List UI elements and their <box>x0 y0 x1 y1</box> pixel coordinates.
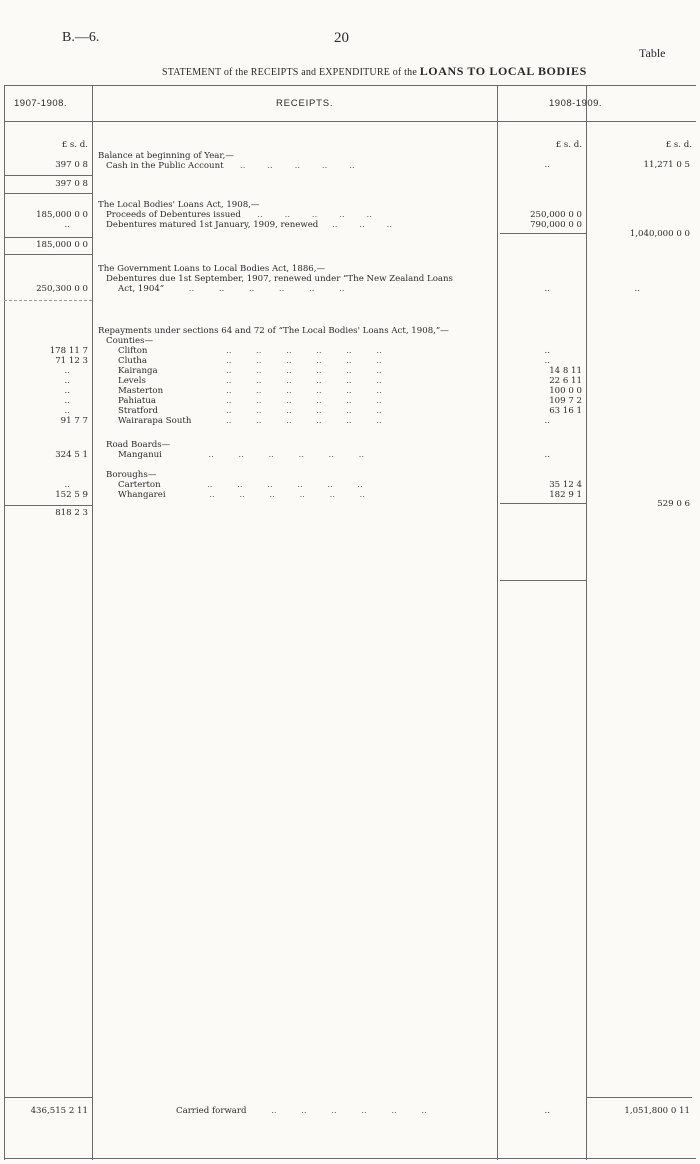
unit-label-left: £ s. d. <box>61 140 88 150</box>
county-name: Clutha <box>118 356 147 366</box>
proceeds-value-mid: 250,000 0 0 <box>530 210 582 220</box>
carried-rule-left <box>4 1097 92 1098</box>
carried-forward-label: Carried forward .. .. .. .. .. .. <box>176 1106 427 1116</box>
unit-label-mid: £ s. d. <box>555 140 582 150</box>
column-header-receipts: RECEIPTS. <box>276 98 334 109</box>
county-row-label <box>118 356 147 366</box>
county-row-leader: .. .. .. .. .. .. <box>226 376 382 386</box>
county-value-1907: .. <box>64 386 70 396</box>
unit-label-right: £ s. d. <box>665 140 692 150</box>
county-value-mid: 100 0 0 <box>549 386 582 396</box>
county-row-label <box>118 376 146 386</box>
table-top-rule <box>4 85 696 86</box>
county-value-1907: .. <box>64 376 70 386</box>
lba-total-1908: 1,040,000 0 0 <box>629 229 690 239</box>
repay-subtotal-1907: 818 2 3 <box>55 508 88 518</box>
gla-line-1: Debentures due 1st September, 1907, renewed under “The New Zealand Loans <box>106 274 453 284</box>
column-rule-left <box>4 85 5 1160</box>
county-name: Wairarapa South <box>118 416 192 426</box>
manganui-label: Manganui .. .. .. .. .. .. <box>118 450 365 460</box>
lba-heading: The Local Bodies' Loans Act, 1908,— <box>98 200 260 210</box>
county-name: Masterton <box>118 386 164 396</box>
county-name: Levels <box>118 376 146 386</box>
county-row-leader: .. .. .. .. .. .. <box>226 396 382 406</box>
cash-value-1907: 397 0 8 <box>55 160 88 170</box>
cash-subtotal-1907: 397 0 8 <box>55 179 88 189</box>
carterton-label: Carterton .. .. .. .. .. .. <box>118 480 363 490</box>
column-header-1908: 1908-1909. <box>549 98 603 109</box>
lba-mid-rule <box>500 233 586 234</box>
gla-value-1907: 250,300 0 0 <box>36 284 88 294</box>
county-value-mid: .. <box>544 346 550 356</box>
manganui-label-text: Manganui <box>118 450 162 460</box>
county-row-leader: .. .. .. .. .. .. <box>226 406 382 416</box>
county-value-1907: .. <box>64 406 70 416</box>
header-bottom-rule <box>4 121 696 122</box>
county-value-1907: 178 11 7 <box>49 346 88 356</box>
county-value-mid: 22 6 11 <box>549 376 582 386</box>
county-row-leader: .. .. .. .. .. .. <box>226 416 382 426</box>
county-row-leader: .. .. .. .. .. .. <box>226 346 382 356</box>
county-name: Pahiatua <box>118 396 157 406</box>
proceeds-label-text: Proceeds of Debentures issued <box>106 210 241 220</box>
repayments-heading: Repayments under sections 64 and 72 of “The Local Bodies' Loans Act, 1908,”— <box>98 326 449 336</box>
matured-value-1907: .. <box>64 220 70 230</box>
gla-line-2: Act, 1904” .. .. .. .. .. .. <box>118 284 345 294</box>
carried-value-1908: 1,051,800 0 11 <box>624 1106 690 1116</box>
table-bottom-rule <box>4 1158 696 1159</box>
county-row-leader: .. .. .. .. .. .. <box>226 386 382 396</box>
county-value-1907: .. <box>64 396 70 406</box>
carried-forward-text: Carried forward <box>176 1106 247 1116</box>
carried-value-1907: 436,515 2 11 <box>30 1106 88 1116</box>
county-value-mid: 63 16 1 <box>549 406 582 416</box>
county-name: Clifton <box>118 346 148 356</box>
cash-value-1908: 11,271 0 5 <box>643 160 690 170</box>
county-name: Stratford <box>118 406 158 416</box>
statement-title-bold: LOANS TO LOCAL BODIES <box>419 64 587 78</box>
boroughs-heading: Boroughs— <box>106 470 157 480</box>
county-value-mid: .. <box>544 356 550 366</box>
lba-subtotal-1907: 185,000 0 0 <box>36 240 88 250</box>
county-row-label <box>118 366 158 376</box>
carried-rule-right <box>586 1097 692 1098</box>
carterton-value-mid: 35 12 4 <box>549 480 582 490</box>
proceeds-value-1907: 185,000 0 0 <box>36 210 88 220</box>
manganui-value-mid: .. <box>544 450 550 460</box>
gla-value-1908: .. <box>634 284 640 294</box>
report-reference: B.—6. <box>62 30 100 45</box>
carterton-value-1907: .. <box>64 480 70 490</box>
column-rule-1 <box>92 85 93 1160</box>
whangarei-label-text: Whangarei <box>118 490 166 500</box>
repay-mid-rule <box>500 503 586 504</box>
column-rule-2 <box>497 85 498 1160</box>
cash-rule-bottom <box>4 193 92 194</box>
cash-rule-top <box>4 175 92 176</box>
lba-rule-bottom <box>4 254 92 255</box>
table-label: Table <box>639 46 666 60</box>
county-row-label <box>118 406 158 416</box>
county-value-1907: 71 12 3 <box>55 356 88 366</box>
column-header-1907: 1907-1908. <box>14 98 68 109</box>
counties-heading: Counties— <box>106 336 154 346</box>
county-row-label <box>118 386 163 396</box>
proceeds-label: Proceeds of Debentures issued .. .. .. .. .. <box>106 210 373 220</box>
matured-label-text: Debentures matured 1st January, 1909, renewed <box>106 220 319 230</box>
cash-value-mid: .. <box>544 160 550 170</box>
mid-column-end-rule <box>500 580 586 581</box>
statement-title <box>162 64 587 79</box>
lba-rule-top <box>4 237 92 238</box>
whangarei-label: Whangarei .. .. .. .. .. .. <box>118 490 366 500</box>
page-number: 20 <box>334 30 349 46</box>
manganui-value-1907: 324 5 1 <box>55 450 88 460</box>
balance-heading: Balance at beginning of Year,— <box>98 151 234 161</box>
county-row-label <box>118 416 191 426</box>
county-value-mid: .. <box>544 416 550 426</box>
whangarei-value-1907: 152 5 9 <box>55 490 88 500</box>
gla-value-mid: .. <box>544 284 550 294</box>
gla-line-2-text: Act, 1904” <box>118 284 165 294</box>
county-value-1907: .. <box>64 366 70 376</box>
county-value-1907: 91 7 7 <box>60 416 88 426</box>
whangarei-value-mid: 182 9 1 <box>549 490 582 500</box>
county-value-mid: 109 7 2 <box>549 396 582 406</box>
county-row-label <box>118 396 156 406</box>
gla-rule <box>4 300 92 301</box>
repay-total-1908: 529 0 6 <box>657 499 690 509</box>
cash-label: Cash in the Public Account .. .. .. .. .. <box>106 161 355 171</box>
matured-value-mid: 790,000 0 0 <box>530 220 582 230</box>
carried-value-mid: .. <box>544 1106 550 1116</box>
county-row-leader: .. .. .. .. .. .. <box>226 366 382 376</box>
county-row-leader: .. .. .. .. .. .. <box>226 356 382 366</box>
column-rule-3 <box>586 85 587 1160</box>
county-row-label <box>118 346 147 356</box>
gla-heading: The Government Loans to Local Bodies Act, 1886,— <box>98 264 326 274</box>
statement-title-prefix: STATEMENT of the RECEIPTS and EXPENDITURE of the <box>162 67 417 78</box>
cash-label-text: Cash in the Public Account <box>106 161 224 171</box>
repay-rule-top <box>4 505 92 506</box>
road-boards-heading: Road Boards— <box>106 440 171 450</box>
carterton-label-text: Carterton <box>118 480 161 490</box>
county-name: Kairanga <box>118 366 158 376</box>
matured-label: Debentures matured 1st January, 1909, renewed .. .. .. <box>106 220 393 230</box>
county-value-mid: 14 8 11 <box>549 366 582 376</box>
